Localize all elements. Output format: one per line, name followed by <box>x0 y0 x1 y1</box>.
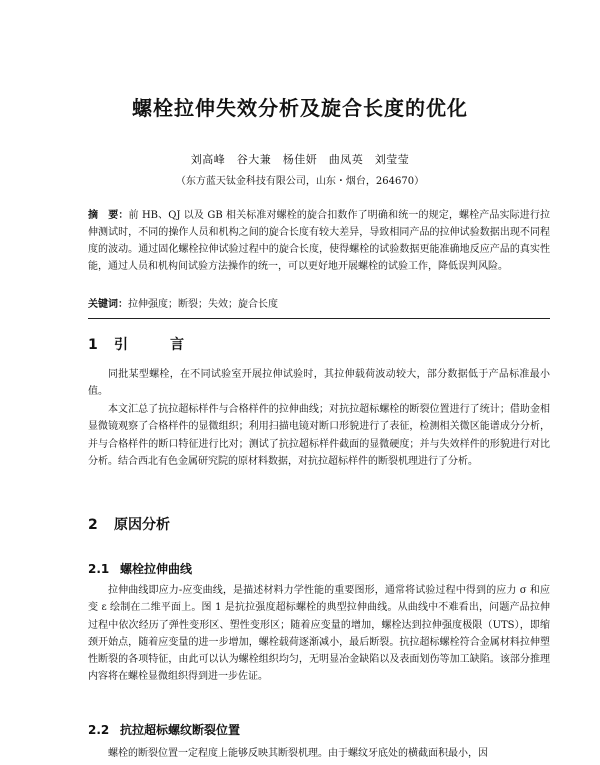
body-paragraph: 本文汇总了抗拉超标样件与合格样件的拉伸曲线；对抗拉超标螺栓的断裂位置进行了统计；借助金相显微镜观察了合格样件的显微组织；利用扫描电镜对断口形貌进行了表征，检测相关微区能谱成分分析，并与合格样件的断口特征进行比对；测试了抗拉超标样件截面的显微硬度；并与失效样件的形貌进行对比分析。结合西北有色金属研究院的原材料数据，对抗拉超标样件的断裂机理进行了分析。 <box>88 404 550 467</box>
abstract-text: 前 HB、QJ 以及 GB 相关标准对螺栓的旋合扣数作了明确和统一的规定，螺栓产品实际进行拉伸测试时，不同的操作人员和机构之间的旋合长度有较大差异，导致相同产品的拉伸试验数据出现不同程度的波动。通过固化螺栓拉伸试验过程中的旋合长度，使得螺栓的试验数据更能准确地反应产品的真实性能，通过人员和机构间试验方法操作的统一，可以更好地开展螺栓的试验工作，降低误判风险。 <box>88 210 550 272</box>
section-heading <box>88 514 170 534</box>
divider-rule <box>88 318 550 319</box>
subsection-heading <box>88 560 192 577</box>
subsection-title: 抗拉超标螺纹断裂位置 <box>120 723 241 737</box>
section-title: 引 言 <box>114 337 198 353</box>
body-paragraph: 同批某型螺栓，在不同试验室开展拉伸试验时，其拉伸载荷波动较大，部分数据低于产品标准最小值。 <box>88 369 550 398</box>
subsection-number: 2.1 <box>88 562 110 576</box>
keywords <box>88 296 550 313</box>
author-list: 刘高峰 谷大兼 杨佳妍 曲凤英 刘莹莹 <box>190 153 410 166</box>
section-number: 2 <box>88 517 98 533</box>
subsection-heading <box>88 721 240 738</box>
subsection-title: 螺栓拉伸曲线 <box>120 562 193 576</box>
section-title: 原因分析 <box>114 517 170 533</box>
section-number: 1 <box>88 337 98 353</box>
keywords-text: 拉伸强度；断裂；失效；旋合长度 <box>128 299 278 310</box>
subsection-number: 2.2 <box>88 723 110 737</box>
abstract-label: 摘 要： <box>88 210 129 221</box>
paper-title: 螺栓拉伸失效分析及旋合长度的优化 <box>132 96 468 120</box>
affiliation: （东方蓝天钛金科技有限公司，山东・烟台，264670） <box>175 176 425 187</box>
keywords-label: 关键词： <box>88 299 128 310</box>
section-heading <box>88 334 198 354</box>
abstract <box>88 207 550 275</box>
body-paragraph: 拉伸曲线即应力-应变曲线，是描述材料力学性能的重要图形，通常将试验过程中得到的应力 σ 和应变 ε 绘制在二维平面上。图 1 是抗拉强度超标螺栓的典型拉伸曲线。从曲线中不难看出，问题产品拉伸过程中依次经历了弹性变形区、塑性变形区；随着应变量的增加，螺栓达到拉伸强度极限（UTS），即缩颈开始点，随着应变量的进一步增加，螺栓载荷逐渐减小，最后断裂。抗拉超标螺栓符合金属材料拉伸塑性断裂的各项特征，由此可以认为螺栓组织均匀，无明显冶金缺陷以及表面划伤等加工缺陷。该部分推理内容将在螺栓显微组织得到进一步佐证。 <box>88 585 550 683</box>
body-paragraph: 螺栓的断裂位置一定程度上能够反映其断裂机理。由于螺纹牙底处的横截面积最小，因 <box>108 748 488 759</box>
